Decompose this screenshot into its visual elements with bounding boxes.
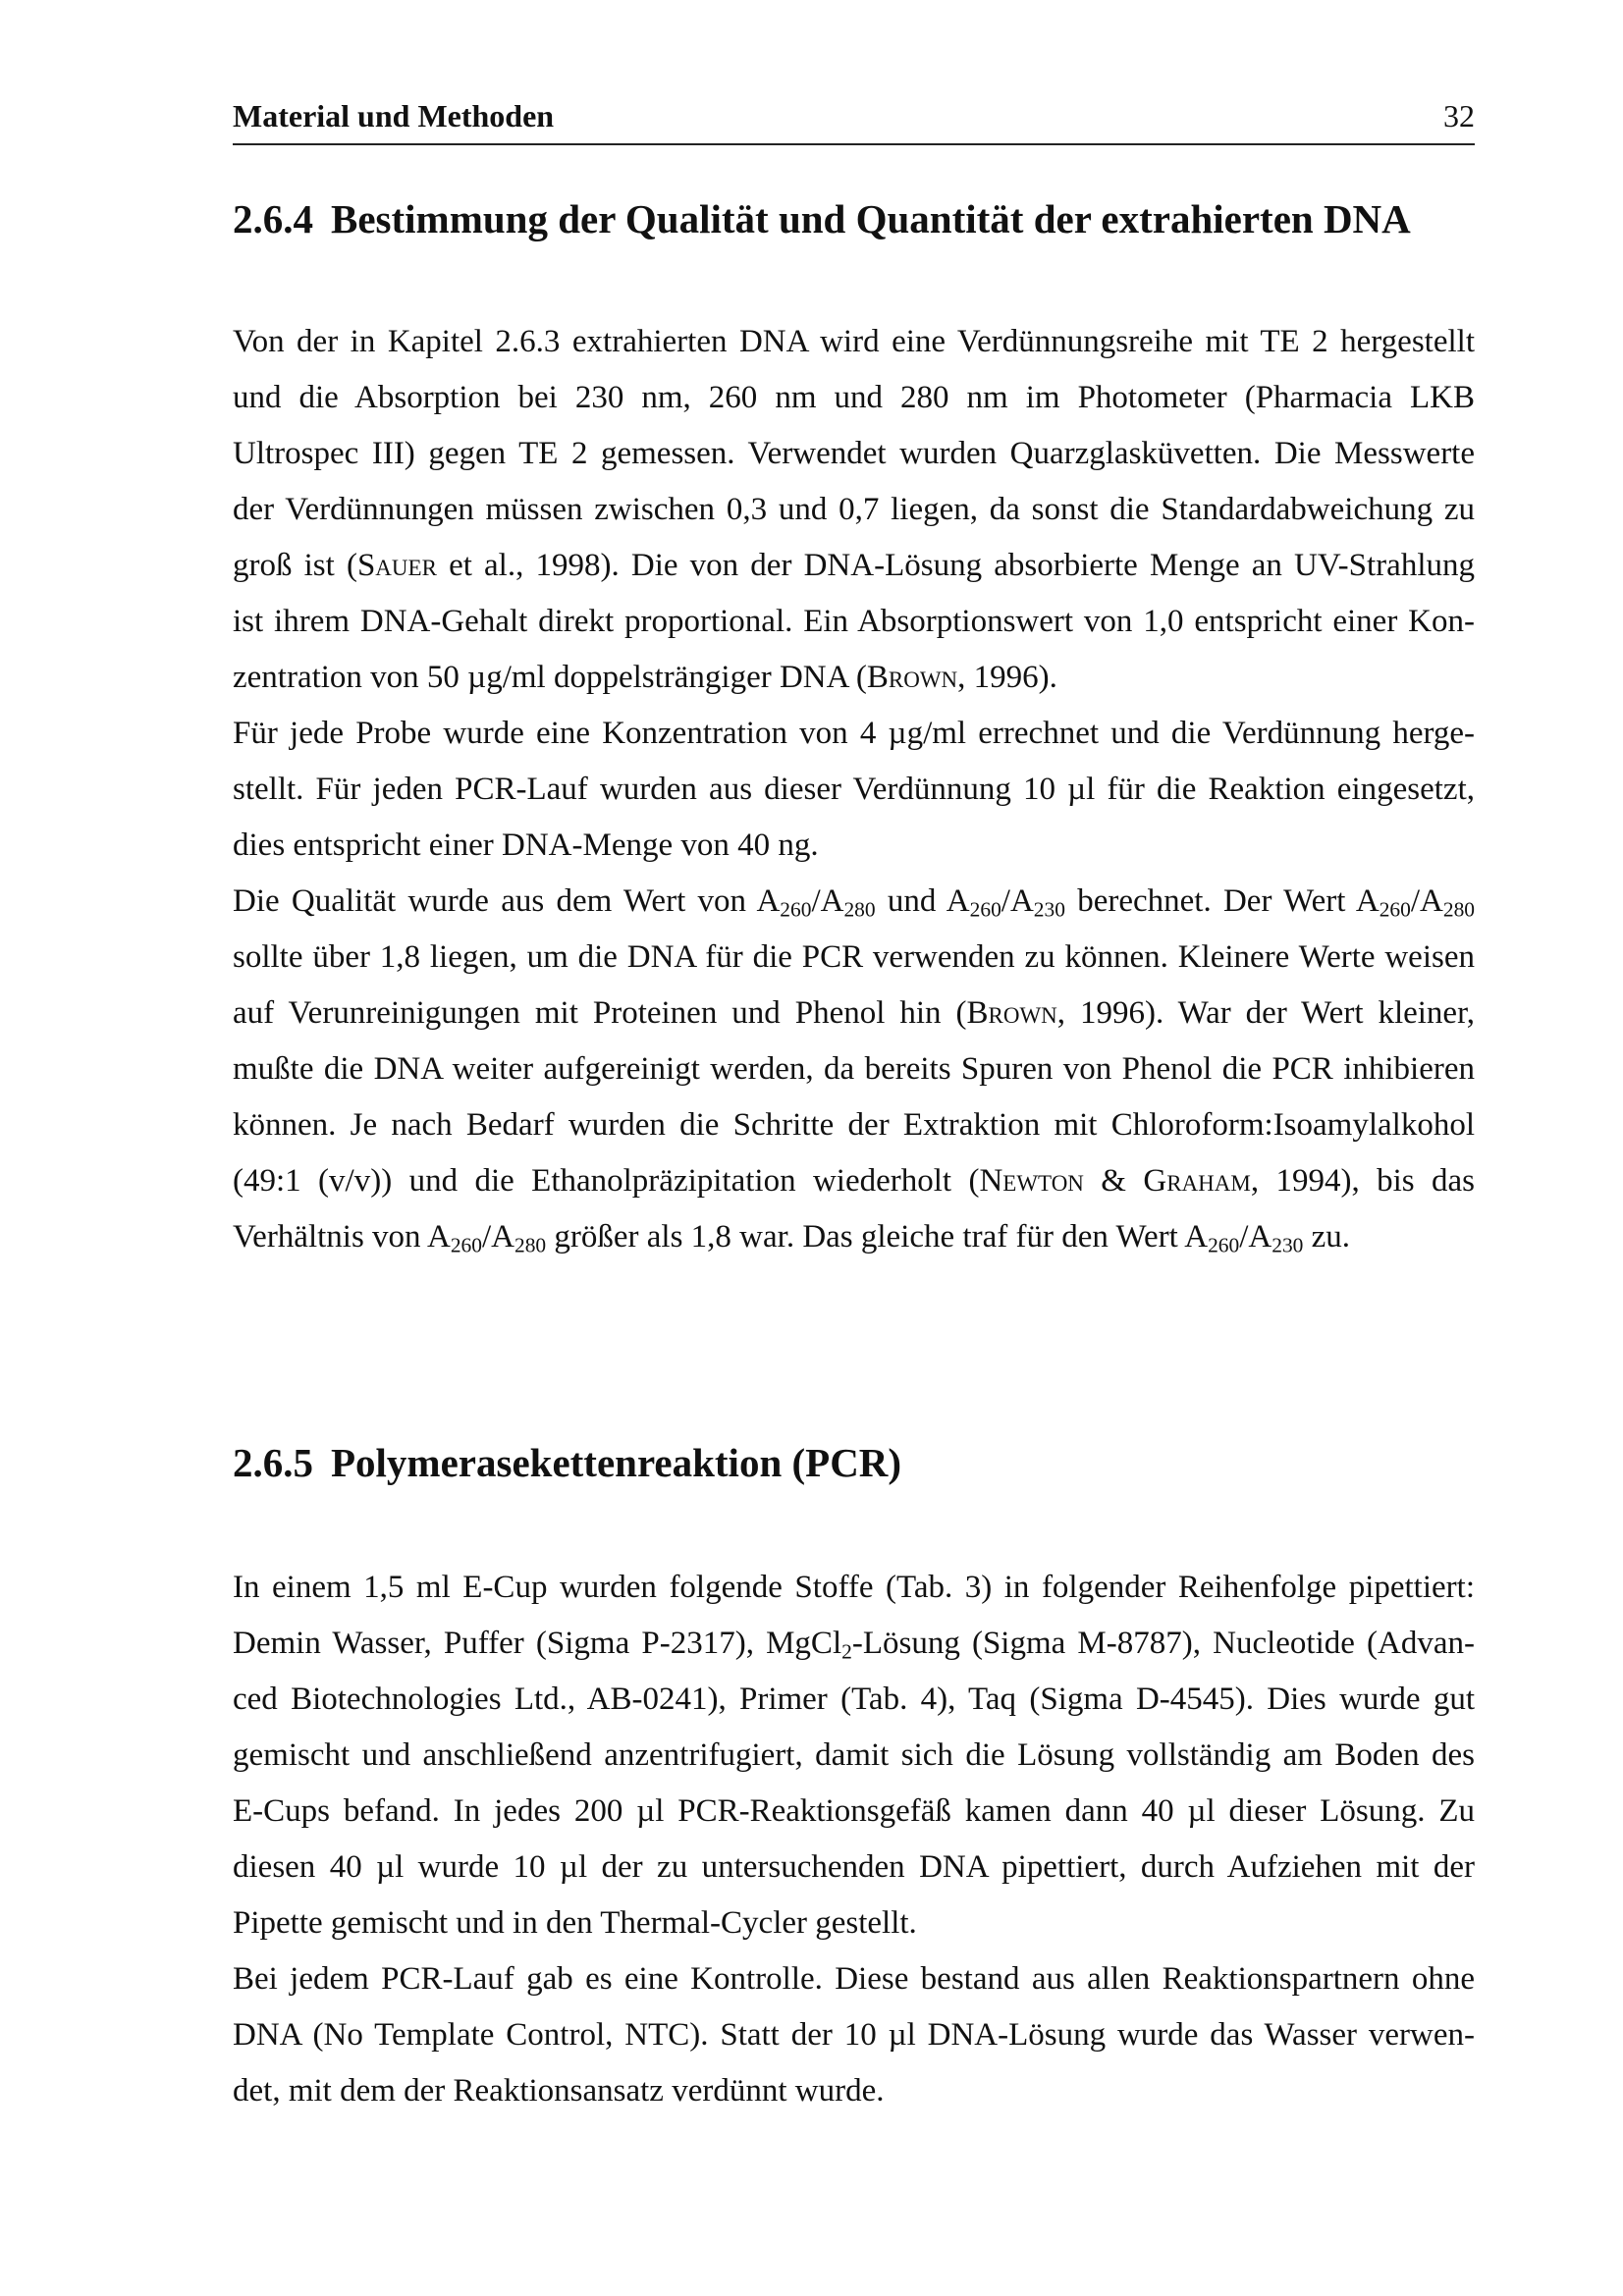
text-line: Verhältnis von $A_{260}/A_{280}$ größer als 1,8 war. Das gleiche traf für den Wert $A_{260}/A_{230}$ zu. [233, 1219, 1351, 1257]
text-line: E-Cups befand. In jedes 200 µl PCR-Reaktionsgefäß kamen dann 40 µl dieser Lösung. Zu [233, 1793, 1475, 1829]
text-line: können. Je nach Bedarf wurden die Schritte der Extraktion mit Chloroform:Isoamylalkohol [233, 1107, 1475, 1143]
text-line: zentration von 50 µg/ml doppelsträngiger DNA (Brown, 1996). [233, 660, 1057, 695]
paragraph-pcr-mix [233, 1560, 1475, 1951]
author-citation: Brown [966, 995, 1057, 1031]
text-line: Ultrospec III) gegen TE 2 gemessen. Verwendet wurden Quarzglasküvetten. Die Messwerte [233, 436, 1475, 471]
text-line: (49:1 (v/v)) und die Ethanolpräzipitation wiederholt (Newton & Graham, 1994), bis das [233, 1163, 1475, 1199]
text-line: Demin Wasser, Puffer (Sigma P-2317), MgCl$_2$-Lösung (Sigma M-8787), Nucleotide (Advan- [233, 1626, 1475, 1664]
heading-number: 2.6.5 [233, 1440, 313, 1485]
page-number: 32 [1443, 98, 1475, 133]
text-line: Bei jedem PCR-Lauf gab es eine Kontrolle. Diese bestand aus allen Reaktionspartnern ohne [233, 1961, 1475, 1997]
text-line: sollte über 1,8 liegen, um die DNA für die PCR verwenden zu können. Kleinere Werte weisen [233, 939, 1475, 975]
running-header [233, 94, 1475, 145]
text-line: Die Qualität wurde aus dem Wert von $A_{260}/A_{280}$ und $A_{260}/A_{230}$ berechnet. Der Wert $A_{260}/A_{280}$ [233, 883, 1476, 922]
text-line: mußte die DNA weiter aufgereinigt werden, da bereits Spuren von Phenol die PCR inhibieren [233, 1051, 1475, 1087]
text-line: ist ihrem DNA-Gehalt direkt proportional. Ein Absorptionswert von 1,0 entspricht einer Kon- [233, 604, 1475, 639]
section-heading-2-6-5 [233, 1438, 901, 1487]
text-line: der Verdünnungen müssen zwischen 0,3 und 0,7 liegen, da sonst die Standardabweichung zu [233, 492, 1475, 527]
text-line: groß ist (Sauer et al., 1998). Die von der DNA-Lösung absorbierte Menge an UV-Strahlung [233, 548, 1475, 583]
author-citation: Newton [979, 1163, 1084, 1199]
text-line: diesen 40 µl wurde 10 µl der zu untersuchenden DNA pipettiert, durch Aufziehen mit der [233, 1849, 1475, 1885]
paragraph-quality [233, 874, 1475, 1265]
paragraph-absorption [233, 314, 1475, 706]
heading-text: Bestimmung der Qualität und Quantität der extrahierten DNA [331, 196, 1411, 241]
heading-text: Polymerasekettenreaktion (PCR) [331, 1440, 902, 1485]
text-line: gemischt und anschließend anzentrifugiert, damit sich die Lösung vollständig am Boden des [233, 1737, 1475, 1773]
text-line: auf Verunreinigungen mit Proteinen und Phenol hin (Brown, 1996). War der Wert kleiner, [233, 995, 1475, 1031]
text-line: det, mit dem der Reaktionsansatz verdünnt wurde. [233, 2073, 885, 2109]
heading-number: 2.6.4 [233, 196, 313, 241]
header-title: Material und Methoden [233, 98, 555, 133]
text-line: Von der in Kapitel 2.6.3 extrahierten DNA wird eine Verdünnungsreihe mit TE 2 hergestellt [233, 324, 1475, 359]
text-line: und die Absorption bei 230 nm, 260 nm und 280 nm im Photometer (Pharmacia LKB [233, 380, 1475, 415]
author-citation: Graham [1143, 1163, 1251, 1199]
text-line: Pipette gemischt und in den Thermal-Cycler gestellt. [233, 1905, 917, 1941]
text-line: ced Biotechnologies Ltd., AB-0241), Primer (Tab. 4), Taq (Sigma D-4545). Dies wurde gut [233, 1682, 1475, 1717]
author-citation: Sauer [356, 548, 437, 583]
text-line: stellt. Für jeden PCR-Lauf wurden aus dieser Verdünnung 10 µl für die Reaktion eingesetzt, [233, 772, 1475, 807]
author-citation: Brown [866, 660, 958, 695]
paragraph-control [233, 1951, 1475, 2119]
text-line: dies entspricht einer DNA-Menge von 40 ng. [233, 828, 819, 863]
text-line: DNA (No Template Control, NTC). Statt der 10 µl DNA-Lösung wurde das Wasser verwen- [233, 2017, 1475, 2053]
section-heading-2-6-4 [233, 194, 1411, 243]
paragraph-concentration [233, 706, 1475, 874]
text-line: In einem 1,5 ml E-Cup wurden folgende Stoffe (Tab. 3) in folgender Reihenfolge pipettiert: [233, 1570, 1475, 1605]
text-line: Für jede Probe wurde eine Konzentration von 4 µg/ml errechnet und die Verdünnung herge- [233, 716, 1475, 751]
